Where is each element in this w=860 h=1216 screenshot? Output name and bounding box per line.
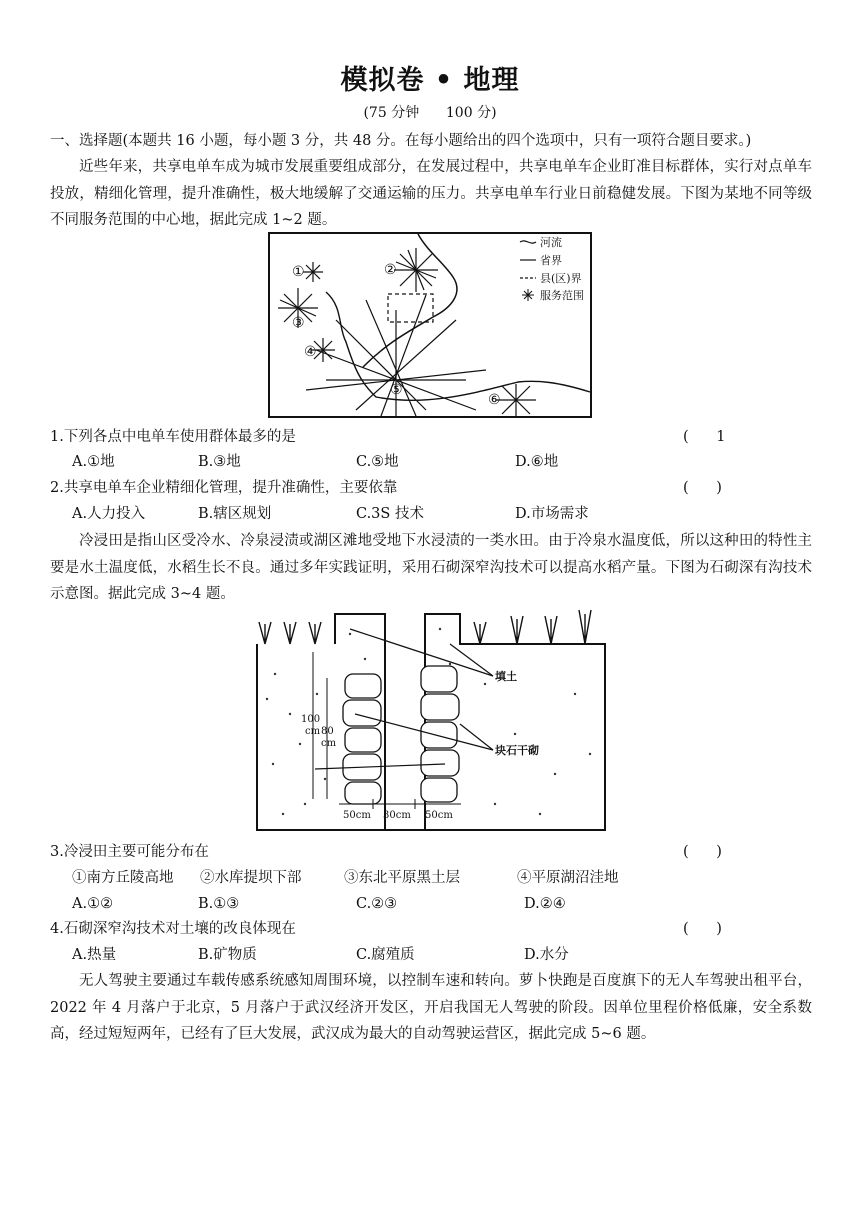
question-1-answer-blank: ( 1 xyxy=(683,429,726,445)
central-place-map xyxy=(268,232,592,418)
question-2-option-a: A.人力投入 xyxy=(72,506,146,522)
question-4-stem: 4.石砌深窄沟技术对土壤的改良体现在 xyxy=(50,921,296,937)
question-1-option-a: A.①地 xyxy=(72,454,115,470)
passage-1: 近些年来，共享电单车成为城市发展重要组成部分，在发展过程中，共享电单车企业盯准目标群体，实行对点单车投放，精细化管理，提升准确性，极大地缓解了交通运输的压力。共享电单车行业日前稳健发展。下图为某地不同等级不同服务范围的中心地，据此完成 1~2 题。 xyxy=(50,159,812,228)
question-4-option-a: A.热量 xyxy=(72,947,117,963)
question-3-item-1: ①南方丘陵高地 xyxy=(72,870,174,886)
stone-ditch-diagram xyxy=(255,604,607,832)
width-label-left: 50cm xyxy=(343,810,371,821)
label-fill-soil: 填土 xyxy=(495,670,517,683)
stone-wall-right xyxy=(421,666,459,802)
dimension-80: 80 xyxy=(321,726,334,737)
question-1-stem: 1.下列各点中电单车使用群体最多的是 xyxy=(50,429,296,445)
legend-river: 河流 xyxy=(540,236,562,249)
width-label-middle: 30cm xyxy=(383,810,411,821)
question-3-item-3: ③东北平原黑土层 xyxy=(344,870,460,886)
dimension-unit-2: cm xyxy=(321,738,337,749)
question-2-option-c: C.3S 技术 xyxy=(356,506,424,522)
question-3-answer-blank: ( ) xyxy=(683,844,722,860)
stone-wall-left xyxy=(343,674,381,804)
passage-2: 冷浸田是指山区受冷水、冷泉浸渍或湖区滩地受地下水浸渍的一类水田。由于冷泉水温度低，所以这种田的特性主要是水土温度低，水稻生长不良。通过多年实践证明，采用石砌深窄沟技术可以提高水稻产量。下图为石砌深有沟技术示意图。据此完成 3~4 题。 xyxy=(50,533,812,602)
legend-province: 省界 xyxy=(540,254,562,267)
question-4-answer-blank: ( ) xyxy=(683,921,722,937)
question-2-option-b: B.辖区规划 xyxy=(198,506,272,522)
question-4-option-c: C.腐殖质 xyxy=(356,947,415,963)
question-1-option-b: B.③地 xyxy=(198,454,241,470)
point-1-label: ① xyxy=(292,264,305,280)
point-6-label: ⑥ xyxy=(488,392,501,408)
legend-county: 县(区)界 xyxy=(540,272,582,285)
question-1-option-d: D.⑥地 xyxy=(515,454,559,470)
question-4-options xyxy=(72,943,792,967)
question-4-option-b: B.矿物质 xyxy=(198,947,257,963)
question-3-item-2: ②水库提坝下部 xyxy=(200,870,302,886)
question-3-option-d: D.②④ xyxy=(524,896,566,912)
passage-3: 无人驾驶主要通过车载传感系统感知周围环境，以控制车速和转向。萝卜快跑是百度旗下的无人车驾驶出租平台，2022 年 4 月落户于北京，5 月落户于武汉经济开发区，开启我国无人驾驶的阶段。因单位里程价格低廉，安全系数高，经过短短两年，已经有了巨大发展，武汉成为最大的自动驾驶运营区，据此完成 5~6 题。 xyxy=(50,973,812,1042)
dimension-100: 100 xyxy=(301,714,321,725)
question-2-answer-blank: ( ) xyxy=(683,480,722,496)
question-3-items xyxy=(72,866,792,890)
exam-duration-score: (75 分钟 100 分) xyxy=(363,105,497,121)
question-1-options xyxy=(72,450,792,474)
question-3-stem: 3.冷浸田主要可能分布在 xyxy=(50,844,209,860)
question-2-options xyxy=(72,502,792,526)
page-title: 模拟卷 • 地理 xyxy=(340,65,520,96)
point-3-label: ③ xyxy=(292,315,305,331)
question-2-stem: 2.共享电单车企业精细化管理，提升准确性，主要依靠 xyxy=(50,480,398,496)
legend-service: 服务范围 xyxy=(540,289,584,302)
point-4-label: ④ xyxy=(304,344,317,360)
question-2-option-d: D.市场需求 xyxy=(515,506,589,522)
point-2-label: ② xyxy=(384,262,397,278)
dimension-unit-1: cm xyxy=(305,726,321,737)
point-5-label: ⑤ xyxy=(390,382,403,398)
label-pointers xyxy=(315,629,493,769)
label-dry-stone: 块石干砌 xyxy=(495,744,539,757)
question-3-option-b: B.①③ xyxy=(198,896,240,912)
question-3-option-c: C.②③ xyxy=(356,896,398,912)
question-3-option-a: A.①② xyxy=(72,896,114,912)
section-heading: 一、选择题(本题共 16 小题，每小题 3 分，共 48 分。在每小题给出的四个选项中，只有一项符合题目要求。) xyxy=(50,133,752,149)
question-1-option-c: C.⑤地 xyxy=(356,454,399,470)
question-4-option-d: D.水分 xyxy=(524,947,569,963)
question-3-options xyxy=(72,892,792,916)
question-3-item-4: ④平原湖沼洼地 xyxy=(517,870,619,886)
width-label-right: 50cm xyxy=(425,810,453,821)
